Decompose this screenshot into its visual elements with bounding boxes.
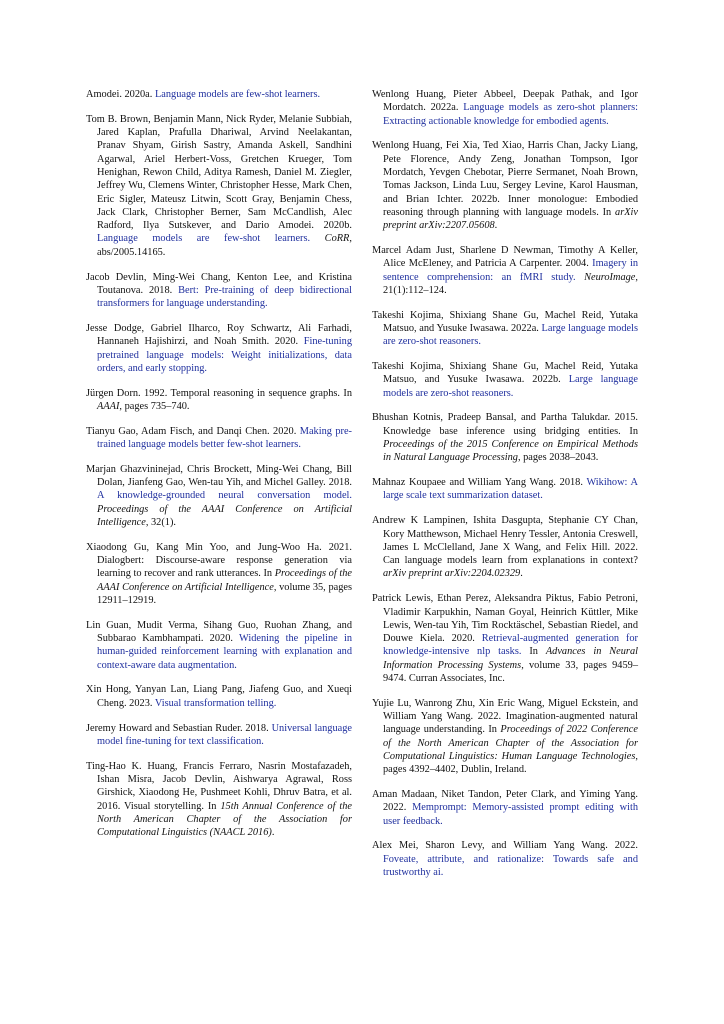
reference-text: Jacob Devlin, Ming-Wei Chang, Kenton Lee, and Kristina Toutanova. 2018. <box>86 271 352 296</box>
reference-text: Takeshi Kojima, Shixiang Shane Gu, Machel Reid, Yutaka Matsuo, and Yusuke Iwasawa. 2022a. <box>372 309 638 334</box>
reference-link[interactable]: Language models are few-shot learners. <box>154 89 321 100</box>
reference-entry <box>86 322 352 375</box>
reference-text: , abs/2005.14165. <box>97 233 352 258</box>
reference-text: Amodei. 2020a. <box>86 89 155 100</box>
reference-entry <box>86 541 352 607</box>
reference-entry <box>372 697 638 777</box>
reference-entry <box>86 271 352 311</box>
reference-entry <box>86 387 352 414</box>
reference-text: Aman Madaan, Niket Tandon, Peter Clark, and Yiming Yang. 2022. <box>372 789 638 814</box>
reference-entry <box>372 88 638 128</box>
reference-link[interactable]: Widening the pipeline in human-guided reinforcement learning with explanation and context-aware data augmentation. <box>97 633 352 671</box>
reference-entry <box>372 139 638 232</box>
reference-venue: Proceedings of 2022 Conference of the North American Chapter of the Association for Computational Linguistics: Human Language Technologies <box>383 724 638 762</box>
reference-entry <box>372 592 638 685</box>
reference-venue: Advances in Neural Information Processing Systems <box>383 646 638 671</box>
reference-text: Ting-Hao K. Huang, Francis Ferraro, Nasrin Mostafazadeh, Ishan Misra, Jacob Devlin, Aishwarya Agrawal, Ross Girshick, Xiaodong He, Pushmeet Kohli, Dhruv Batra, et al. 2016. Visual storytelling. In <box>86 760 352 812</box>
reference-link[interactable]: Imagery in sentence comprehension: an fMRI study. <box>383 258 639 283</box>
reference-entry <box>86 722 352 749</box>
reference-link[interactable]: Large language models are zero-shot reasoners. <box>383 374 638 399</box>
reference-text: , 32(1). <box>145 517 176 529</box>
reference-text: Wenlong Huang, Fei Xia, Ted Xiao, Harris Chan, Jacky Liang, Pete Florence, Andy Zeng, Jonathan Tompson, Igor Mordatch, Yevgen Chebotar, Pierre Sermanet, Noah Brown, Tomas Jackson, Linda Luu, Sergey Levine, Karol Hausman, and Brian Ichter. 2022b. Inner monologue: Embodied reasoning through planning with language models. In <box>372 140 638 218</box>
reference-text: Tianyu Gao, Adam Fisch, and Danqi Chen. 2020. <box>86 425 300 437</box>
reference-text: , volume 33, pages 9459–9474. Curran Associates, Inc. <box>383 659 638 684</box>
reference-venue: Proceedings of the 2015 Conference on Empirical Methods in Natural Language Processing <box>383 439 638 464</box>
reference-text: , pages 2038–2043. <box>517 452 599 464</box>
reference-venue: 15th Annual Conference of the North American Chapter of the Association for Computational Linguistics (NAACL 2016) <box>97 800 353 839</box>
reference-link[interactable]: Language models as zero-shot planners: Extracting actionable knowledge for embodied agents. <box>383 102 638 127</box>
reference-venue: AAAI <box>97 400 120 412</box>
reference-entry <box>86 619 352 672</box>
reference-text: , pages 4392–4402, Dublin, Ireland. <box>383 750 638 776</box>
reference-venue: arXiv preprint arXiv:2207.05608 <box>383 206 638 232</box>
reference-text: . <box>494 220 498 232</box>
reference-column-right <box>372 88 638 891</box>
reference-text: , 21(1):112–124. <box>383 271 638 296</box>
reference-text: Marjan Ghazvininejad, Chris Brockett, Ming-Wei Chang, Bill Dolan, Jianfeng Gao, Wen-tau Yih, and Michel Galley. 2018. <box>86 463 352 489</box>
reference-text: , pages 735–740. <box>119 400 190 412</box>
reference-text: , volume 35, pages 12911–12919. <box>97 581 352 606</box>
reference-text: Jeremy Howard and Sebastian Ruder. 2018. <box>86 722 272 734</box>
reference-entry <box>372 244 638 297</box>
reference-venue: arXiv preprint arXiv:2204.02329 <box>383 568 521 580</box>
reference-text: Wenlong Huang, Pieter Abbeel, Deepak Pathak, and Igor Mordatch. 2022a. <box>372 89 638 114</box>
reference-venue: CoRR <box>324 233 350 245</box>
reference-text: Andrew K Lampinen, Ishita Dasgupta, Stephanie CY Chan, Kory Matthewson, Michael Henry Tessler, Antonia Creswell, James L McClelland, Jane X Wang, and Felix Hill. 2022. Can language models learn from explanations in context? <box>372 515 638 567</box>
reference-entry <box>372 839 638 879</box>
reference-link[interactable]: Large language models are zero-shot reasoners. <box>383 322 639 348</box>
reference-entry <box>372 788 638 828</box>
reference-text: Takeshi Kojima, Shixiang Shane Gu, Machel Reid, Yutaka Matsuo, and Yusuke Iwasawa. 2022b. <box>372 361 638 386</box>
reference-entry <box>86 683 352 710</box>
reference-entry <box>372 476 638 503</box>
reference-link[interactable]: Memprompt: Memory-assisted prompt editing with user feedback. <box>383 802 638 827</box>
reference-link[interactable]: Language models are few-shot learners. <box>97 233 311 245</box>
reference-entry <box>86 425 352 452</box>
reference-text: Yujie Lu, Wanrong Zhu, Xin Eric Wang, Miguel Eckstein, and William Yang Wang. 2022. Imagination-augmented natural language understanding. In <box>372 697 638 736</box>
reference-link[interactable]: A knowledge-grounded neural conversation model. <box>97 490 352 502</box>
reference-link[interactable]: Universal language model fine-tuning for text classification. <box>97 722 352 747</box>
reference-entry <box>86 88 352 101</box>
reference-entry <box>372 411 638 464</box>
reference-text: Tom B. Brown, Benjamin Mann, Nick Ryder, Melanie Subbiah, Jared Kaplan, Prafulla Dhariwal, Arvind Neelakantan, Pranav Shyam, Girish Sastry, Amanda Askell, Sandhini Agarwal, Ariel Herbert-Voss, Gretchen Krueger, Tom Henighan, Rewon Child, Aditya Ramesh, Daniel M. Ziegler, Jeffrey Wu, Clemens Winter, Christopher Hesse, Mark Chen, Eric Sigler, Mateusz Litwin, Scott Gray, Benjamin Chess, Jack Clark, Christopher Berner, Sam McCandlish, Alec Radford, Ilya Sutskever, and Dario Amodei. 2020b. <box>86 113 352 232</box>
reference-text: Patrick Lewis, Ethan Perez, Aleksandra Piktus, Fabio Petroni, Vladimir Karpukhin, Naman Goyal, Heinrich Küttler, Mike Lewis, Wen-tau Yih, Tim Rocktäschel, Sebastian Riedel, and Douwe Kiela. 2020. <box>372 593 638 645</box>
reference-text: Marcel Adam Just, Sharlene D Newman, Timothy A Keller, Alice McEleney, and Patricia A Carpenter. 2004. <box>372 244 638 270</box>
reference-text: Alex Mei, Sharon Levy, and William Yang Wang. 2022. <box>372 840 638 852</box>
reference-text: Mahnaz Koupaee and William Yang Wang. 2018. <box>372 477 587 489</box>
reference-text: Xiaodong Gu, Kang Min Yoo, and Jung-Woo Ha. 2021. Dialogbert: Discourse-aware response generation via learning to recover and rank utterances. In <box>86 541 352 580</box>
reference-venue: Proceedings of the AAAI Conference on Artificial Intelligence <box>97 503 352 529</box>
reference-text: . <box>271 827 275 839</box>
reference-venue: NeuroImage <box>584 271 636 283</box>
reference-text: Lin Guan, Mudit Verma, Sihang Guo, Ruohan Zhang, and Subbarao Kambhampati. 2020. <box>86 619 352 645</box>
reference-text: Bhushan Kotnis, Pradeep Bansal, and Partha Talukdar. 2015. Knowledge base inference using bridging entities. In <box>372 412 638 437</box>
reference-entry <box>86 113 352 259</box>
reference-text: Jürgen Dorn. 1992. Temporal reasoning in sequence graphs. In <box>86 387 352 399</box>
reference-entry <box>372 309 638 349</box>
reference-text: In <box>521 646 546 658</box>
reference-text: . <box>520 568 523 580</box>
reference-column-left <box>86 88 352 851</box>
reference-entry <box>372 360 638 400</box>
reference-link[interactable]: Visual transformation telling. <box>154 697 277 709</box>
reference-venue: Proceedings of the AAAI Conference on Artificial Intelligence <box>97 568 352 593</box>
reference-entry <box>86 463 352 529</box>
reference-link[interactable]: Fine-tuning pretrained language models: Weight initializations, data orders, and early stopping. <box>97 336 352 374</box>
reference-link[interactable]: Retrieval-augmented generation for knowledge-intensive nlp tasks. <box>383 633 638 658</box>
reference-link[interactable]: Wikihow: A large scale text summarization dataset. <box>383 477 638 502</box>
reference-link[interactable]: Foveate, attribute, and rationalize: Towards safe and trustworthy ai. <box>383 853 638 879</box>
reference-link[interactable]: Making pre-trained language models better few-shot learners. <box>97 425 353 451</box>
reference-entry <box>86 760 352 840</box>
reference-text: Xin Hong, Yanyan Lan, Liang Pang, Jiafeng Guo, and Xueqi Cheng. 2023. <box>86 684 352 709</box>
reference-text <box>310 233 325 244</box>
reference-text <box>576 272 584 283</box>
reference-link[interactable]: Bert: Pre-training of deep bidirectional transformers for language understanding. <box>97 284 352 310</box>
reference-entry <box>372 514 638 580</box>
reference-text: Jesse Dodge, Gabriel Ilharco, Roy Schwartz, Ali Farhadi, Hannaneh Hajishirzi, and Noah Smith. 2020. <box>86 322 352 348</box>
